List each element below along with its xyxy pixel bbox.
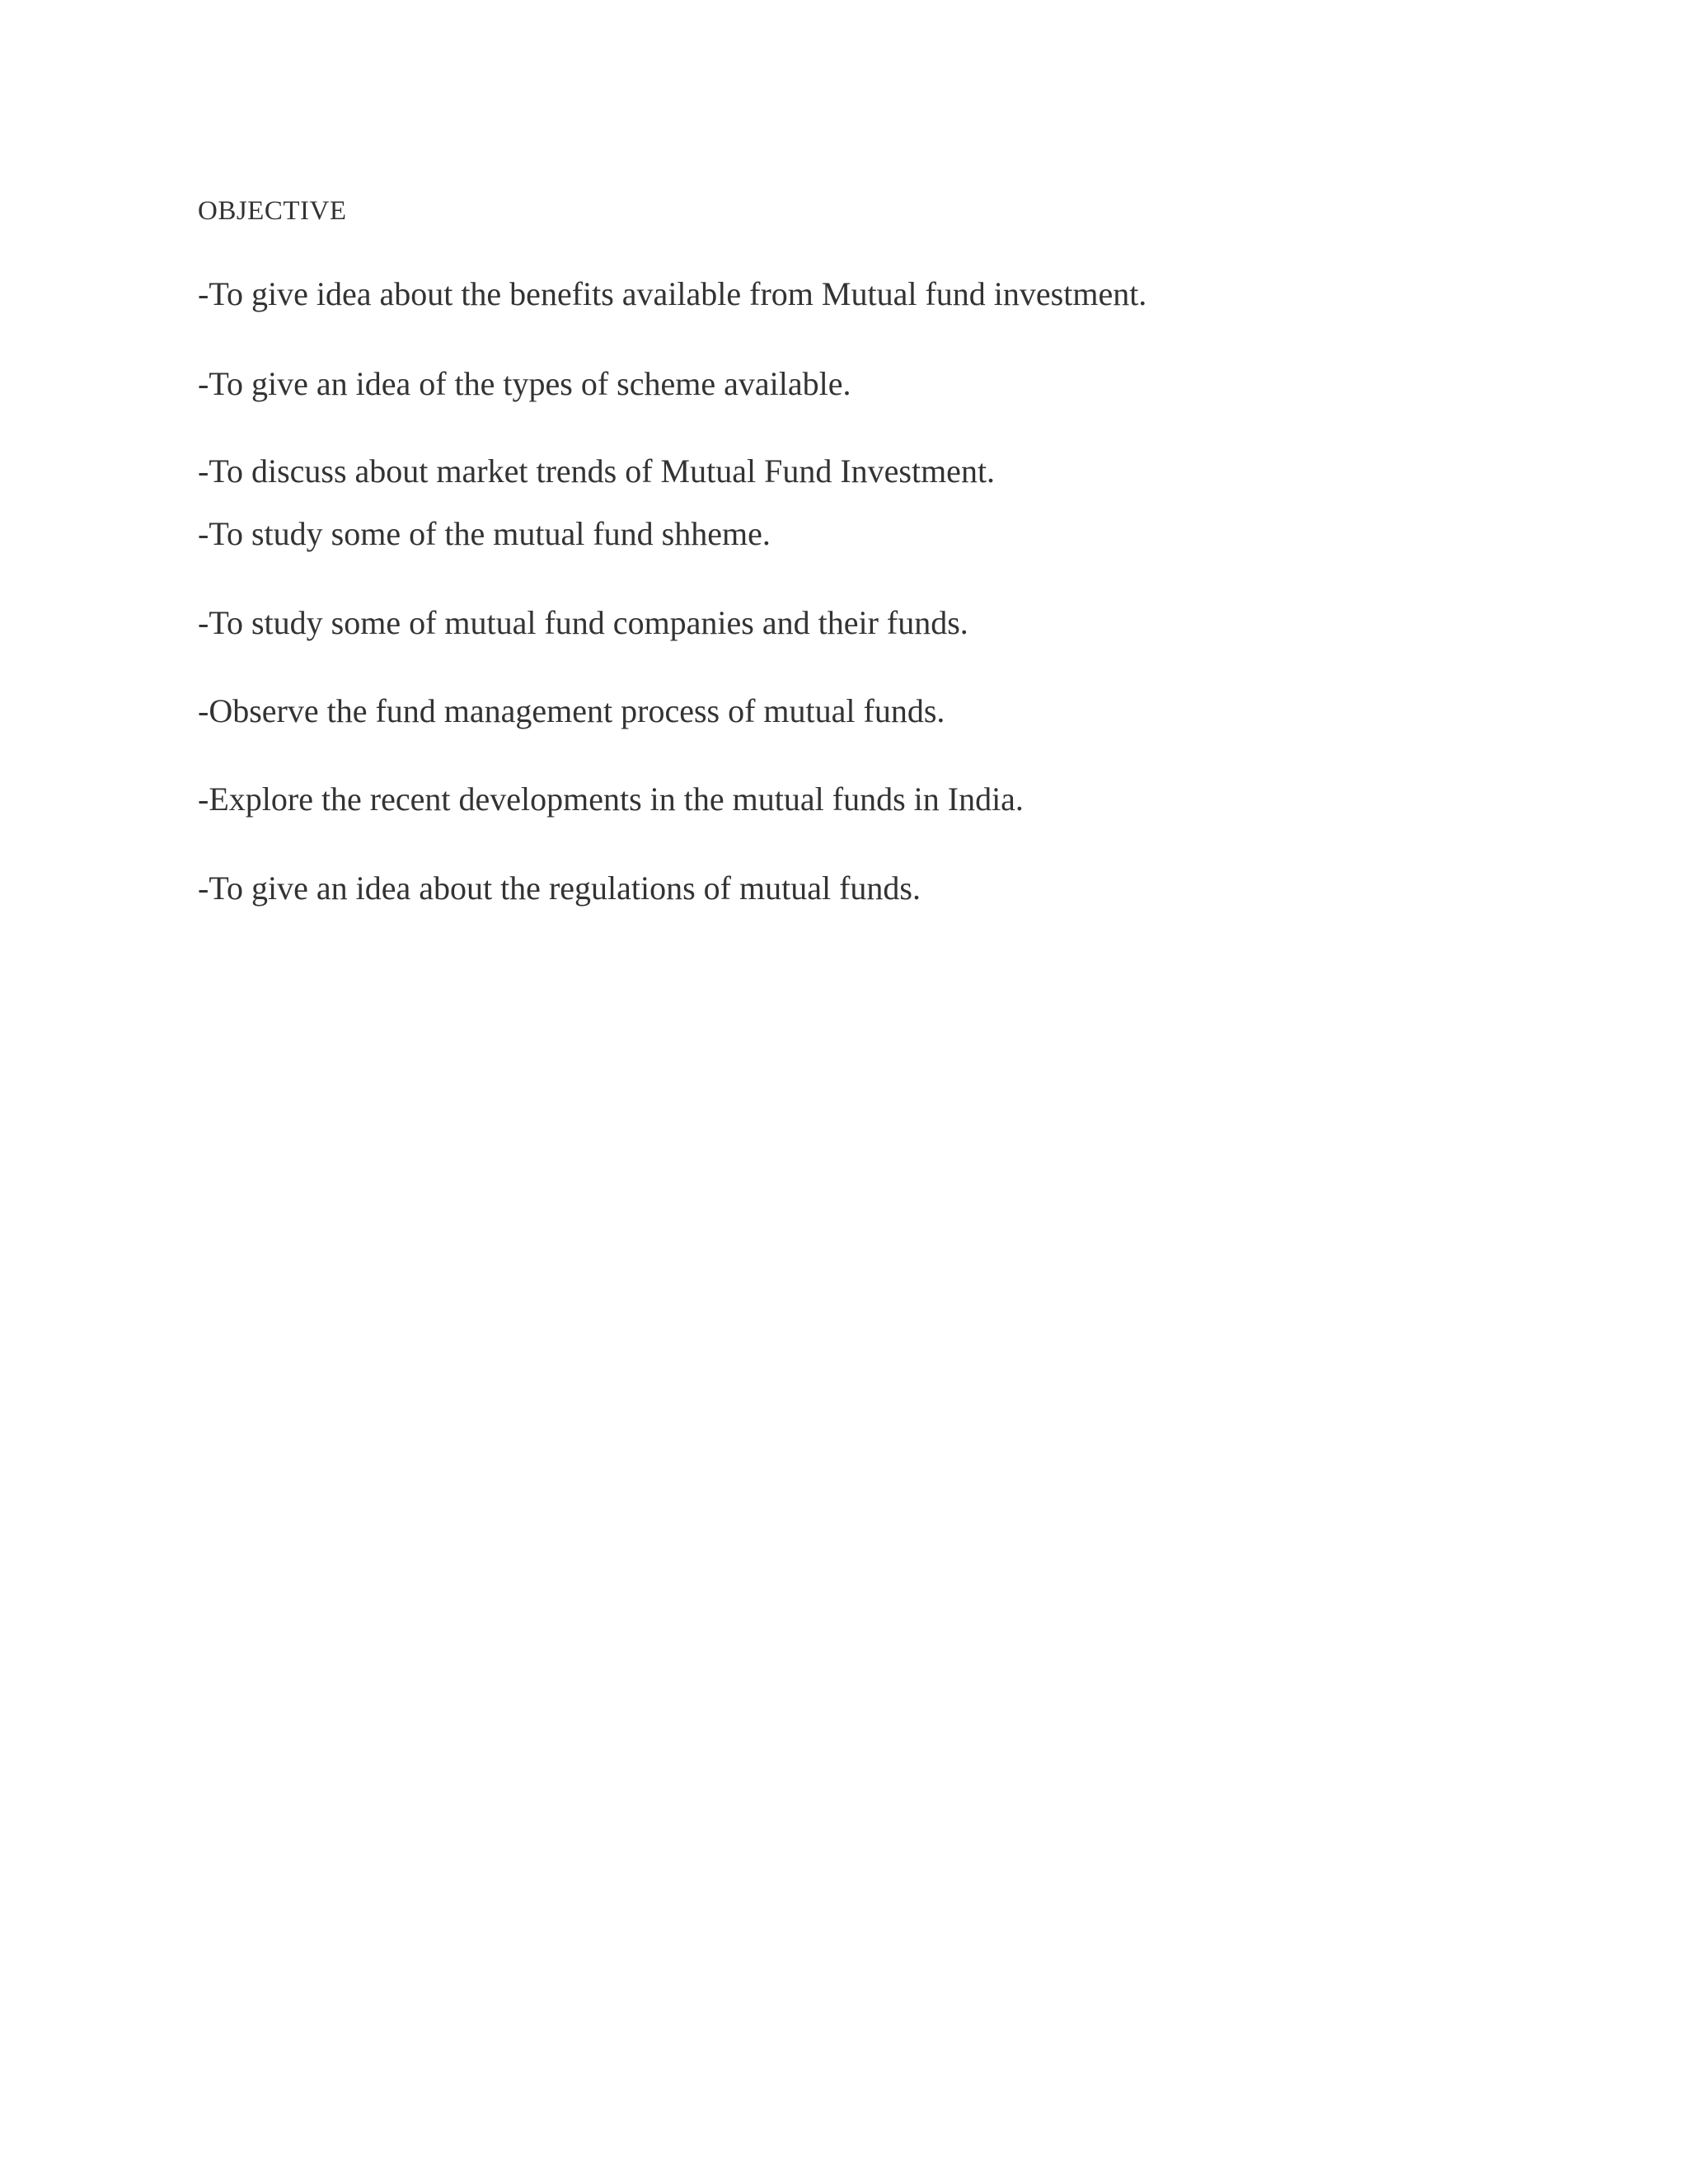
objective-item: -Explore the recent developments in the mutual funds in India. xyxy=(198,780,1024,818)
objective-item: -To study some of mutual fund companies and their funds. xyxy=(198,604,968,641)
section-heading: OBJECTIVE xyxy=(198,196,347,226)
objective-item: -To give idea about the benefits available from Mutual fund investment. xyxy=(198,275,1147,312)
objective-item: -Observe the fund management process of mutual funds. xyxy=(198,692,945,729)
objective-item: -To give an idea about the regulations of mutual funds. xyxy=(198,869,921,907)
objective-item: -To discuss about market trends of Mutual Fund Investment. xyxy=(198,452,996,490)
objective-item: -To study some of the mutual fund shheme. xyxy=(198,515,771,552)
objective-item: -To give an idea of the types of scheme available. xyxy=(198,365,851,402)
